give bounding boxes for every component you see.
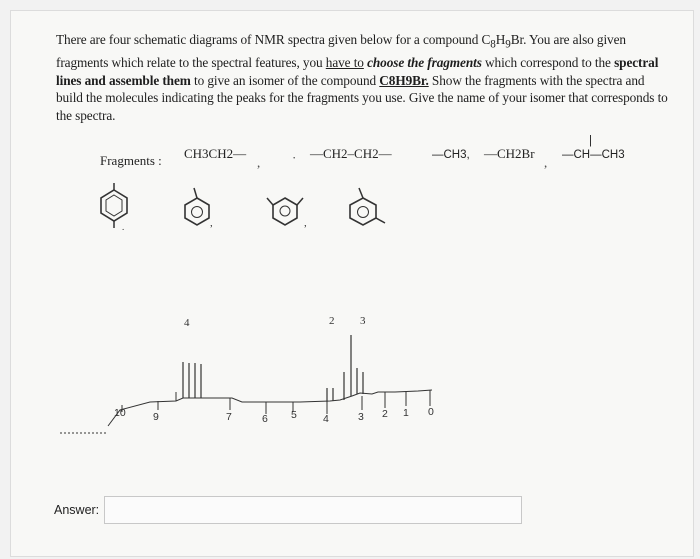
axis-tick-label: 0 xyxy=(428,406,434,418)
question-text: There are four schematic diagrams of NMR spectra given below for a compound $C_8H_9Br$. You are also given fragments which relate to the spectral features, you have to choose the fragments which correspond to the spectral lines and assemble them to give an isomer of the compound C8H9Br. Show the fragments with the spectra and build the molecules indicating the peaks for the fragments you use. Give the name of your isomer that corresponds to the spectra. xyxy=(56,32,668,124)
fragment-separator: , xyxy=(544,155,548,170)
fragment-methine: —CH—CH3 xyxy=(562,149,625,161)
answer-input[interactable] xyxy=(104,496,522,524)
axis-tick-label: 7 xyxy=(226,411,232,423)
axis-tick-label: 6 xyxy=(262,413,268,425)
svg-text:,: , xyxy=(210,217,213,229)
fragment-methyl: —CH3, xyxy=(432,149,470,161)
fragment-separator: · xyxy=(292,150,297,165)
answer-label: Answer: xyxy=(54,503,100,517)
peak-label-2: 2 xyxy=(329,315,335,327)
peak-label-3: 3 xyxy=(360,315,366,327)
fragment-separator: , xyxy=(257,155,261,170)
svg-text:,: , xyxy=(304,217,307,229)
axis-tick-label: 2 xyxy=(382,408,388,420)
fragment-methine-bond: | xyxy=(589,135,592,147)
axis-tick-label: 1 xyxy=(403,407,409,419)
axis-tick-label: 3 xyxy=(358,411,364,423)
axis-tick-label: 10 xyxy=(114,407,126,419)
fragment-ethyl: CH3CH2— xyxy=(184,146,247,161)
peak-label-aromatic: 4 xyxy=(184,317,190,329)
fragments-label: Fragments : xyxy=(100,153,162,168)
svg-text:.: . xyxy=(122,222,125,232)
axis-tick-label: 4 xyxy=(323,413,329,425)
fragment-bromomethyl: —CH2Br xyxy=(484,146,535,161)
fragment-ethylene: —CH2–CH2— xyxy=(310,146,392,161)
axis-tick-label: 9 xyxy=(153,411,159,423)
axis-tick-label: 5 xyxy=(291,409,297,421)
